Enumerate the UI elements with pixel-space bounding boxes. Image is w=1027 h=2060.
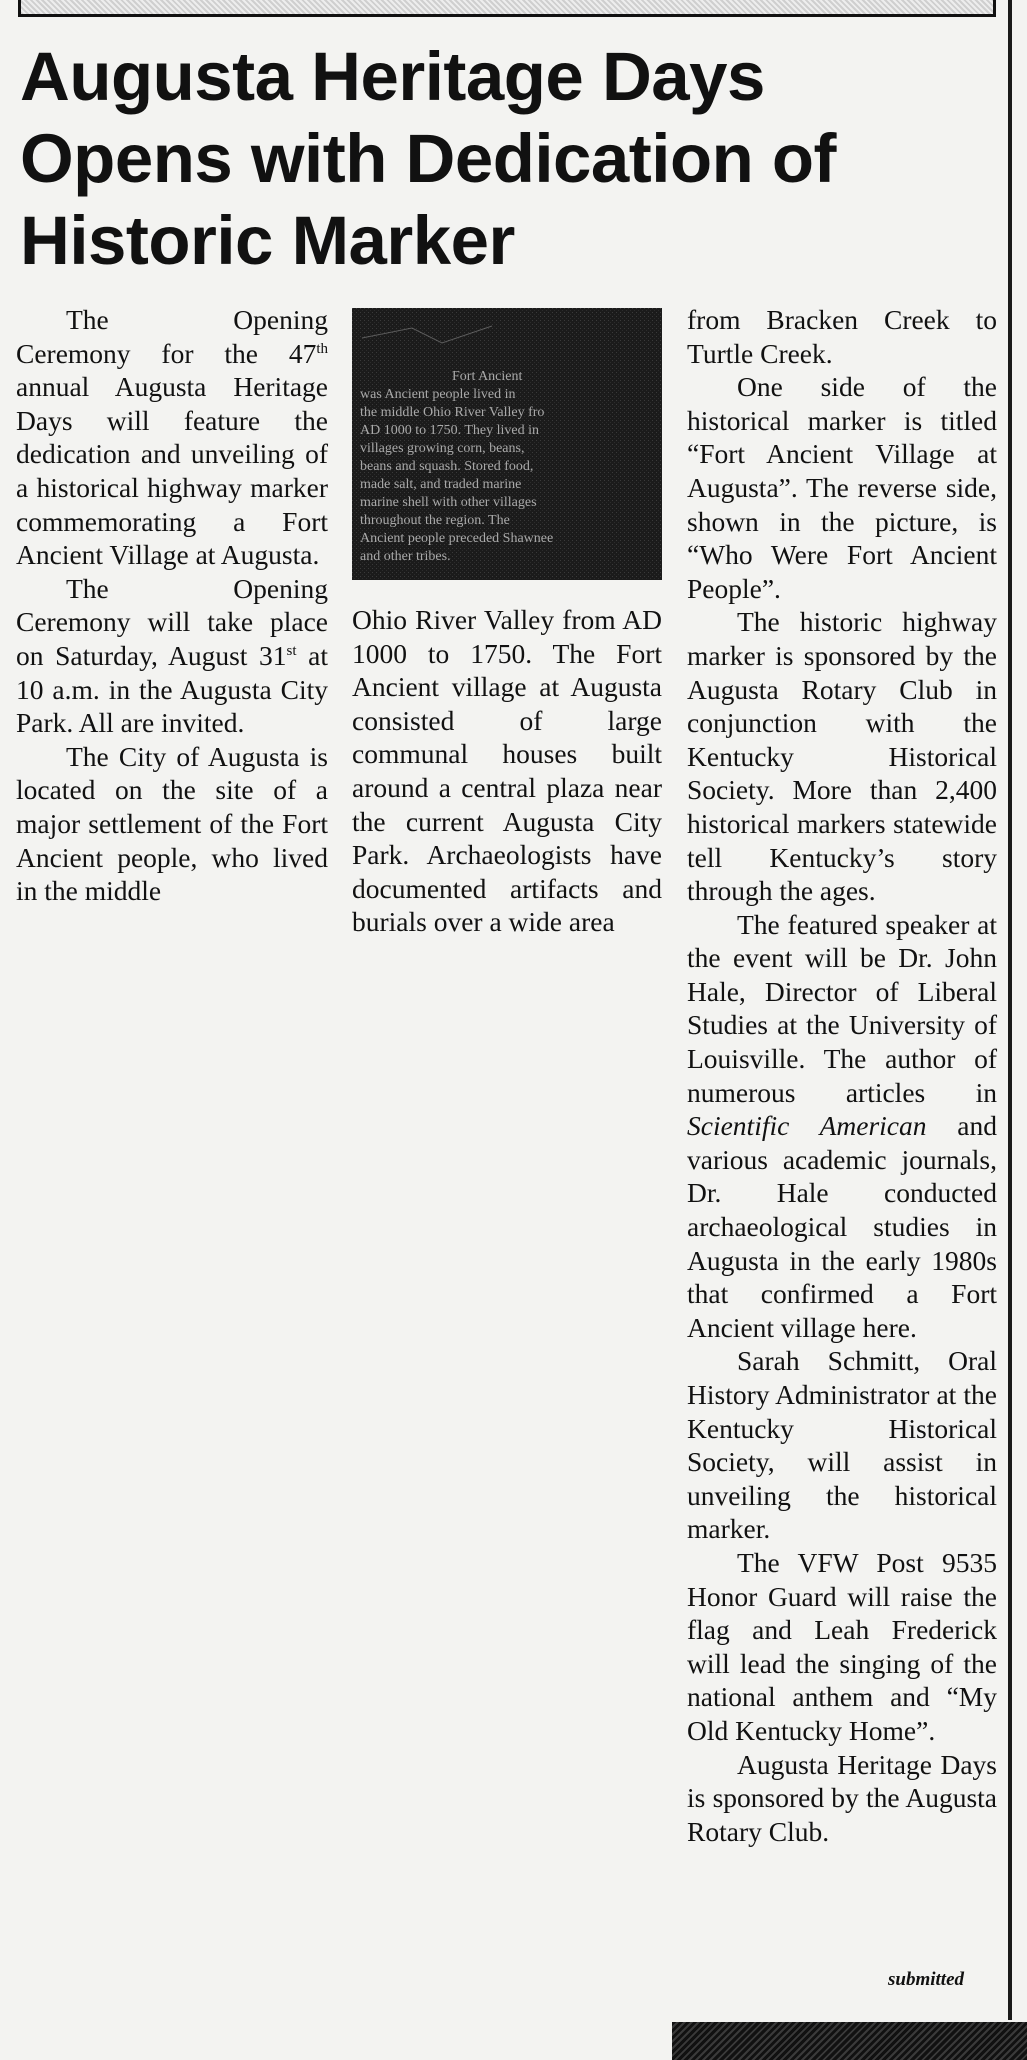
article-column-2 [352,603,662,939]
paragraph: One side of the historical marker is titled “Fort Ancient Village at Augusta”. The reverse side, shown in the picture, is “Who Were Fort Ancient People”. [687,371,997,604]
marker-text-line: the middle Ohio River Valley fro [360,405,545,420]
article-headline: Augusta Heritage Days Opens with Dedication of Historic Marker [20,38,837,279]
marker-text-line: marine shell with other villages [360,495,537,510]
marker-text-line: villages growing corn, beans, [360,441,525,456]
marker-text-line: AD 1000 to 1750. They lived in [360,423,540,438]
marker-text-line: throughout the region. The [360,513,510,528]
paragraph: Sarah Schmitt, Oral History Administrator at the Kentucky Historical Society, will assist in unveiling the historical marker. [687,1345,997,1545]
paragraph: The City of Augusta is located on the site of a major settlement of the Fort Ancient people, who lived in the middle [16,740,328,907]
paragraph: The featured speaker at the event will be Dr. John Hale, Director of Liberal Studies at the University of Louisville. The author of numerous articles in Scientific American and various academic journals, Dr. Hale conducted archaeological studies in Augusta in the early 1980s that confirmed a Fort Ancient village here. [687,908,997,1343]
marker-image-svg [352,308,662,580]
credit-line: submitted [888,1969,965,1990]
marker-text-line: and other tribes. [360,549,451,564]
article-column-1 [16,303,328,908]
marker-text-line: was Ancient people lived in [360,387,516,402]
paragraph: The VFW Post 9535 Honor Guard will raise the flag and Leah Frederick will lead the singing of the national anthem and “My Old Kentucky Home”. [687,1546,997,1746]
paragraph: Ohio River Valley from AD 1000 to 1750. The Fort Ancient village at Augusta consisted of large communal houses built around a central plaza near the current Augusta City Park. Archaeologists have documented artifacts and burials over a wide area [352,604,662,938]
top-border-rule [18,0,996,17]
right-column-rule [1008,0,1012,2020]
article-column-3 [687,303,997,1848]
paragraph: The Opening Ceremony for the 47th annual Augusta Heritage Days will feature the dedication and unveiling of a historical highway marker commemorating a Fort Ancient Village at Augusta. [16,304,328,571]
paragraph: The Opening Ceremony will take place on Saturday, August 31st at 10 a.m. in the Augusta City Park. All are invited. [16,572,328,739]
marker-text-line: beans and squash. Stored food, [360,459,534,474]
paragraph: Augusta Heritage Days is sponsored by the Augusta Rotary Club. [687,1748,997,1847]
historical-marker-photo [352,308,662,580]
bottom-texture-band [672,2022,1027,2060]
paragraph: The historic highway marker is sponsored by the Augusta Rotary Club in conjunction with the Kentucky Historical Society. More than 2,400 historical markers statewide tell Kentucky’s story through the ages. [687,606,997,907]
paragraph: from Bracken Creek to Turtle Creek. [687,304,997,369]
marker-text-line: made salt, and traded marine [360,477,522,492]
marker-text-line: Fort Ancient [452,369,523,384]
marker-text-line: Ancient people preceded Shawnee [360,531,554,546]
